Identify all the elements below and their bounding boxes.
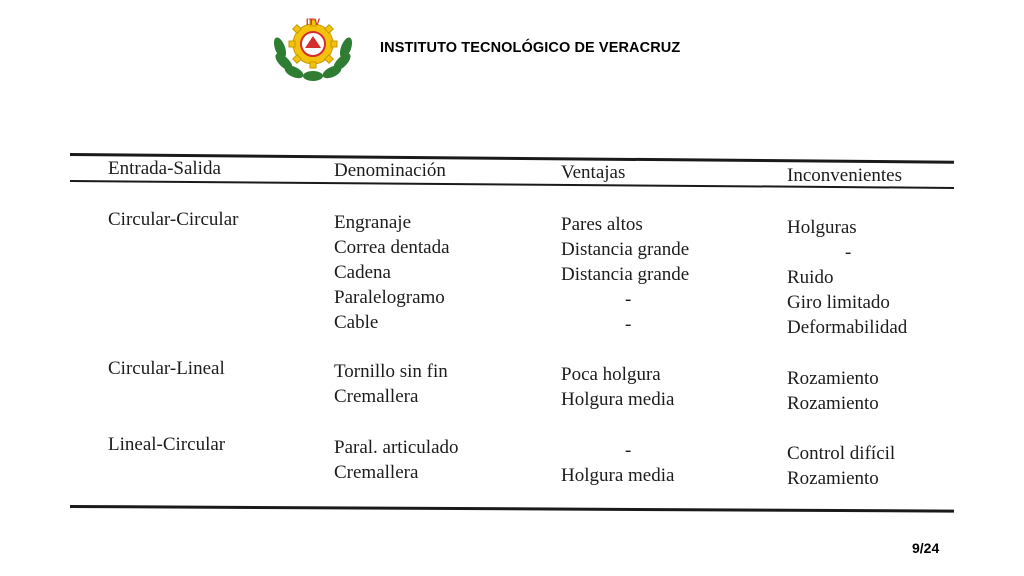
group-lineal-circular-inconvenientes bbox=[787, 441, 895, 491]
list-item: Rozamiento bbox=[787, 393, 879, 414]
list-item: - bbox=[625, 314, 632, 335]
list-item: Rozamiento bbox=[787, 368, 879, 389]
header-ventajas: Ventajas bbox=[561, 162, 626, 183]
list-item: Distancia grande bbox=[561, 264, 690, 285]
header-denominacion: Denominación bbox=[334, 160, 446, 181]
list-item: Deformabilidad bbox=[787, 317, 908, 338]
list-item: Cadena bbox=[334, 262, 391, 283]
institute-logo bbox=[270, 12, 356, 84]
header-inconvenientes: Inconvenientes bbox=[787, 165, 903, 186]
group-circular-circular-label: Circular-Circular bbox=[108, 209, 239, 230]
list-item: Paral. articulado bbox=[334, 437, 459, 458]
list-item: Ruido bbox=[787, 267, 834, 288]
list-item: Correa dentada bbox=[334, 237, 450, 258]
list-item: Cremallera bbox=[334, 386, 419, 407]
list-item: Paralelogramo bbox=[334, 287, 445, 308]
group-circular-lineal-ventajas bbox=[561, 362, 674, 412]
list-item: Rozamiento bbox=[787, 468, 879, 489]
group-lineal-circular-denominacion bbox=[334, 435, 459, 485]
list-item: Giro limitado bbox=[787, 292, 890, 313]
list-item: Holgura media bbox=[561, 389, 675, 410]
table-bottom-rule bbox=[70, 505, 954, 513]
list-item: - bbox=[845, 242, 852, 263]
list-item: Tornillo sin fin bbox=[334, 361, 448, 382]
list-item: Control difícil bbox=[787, 443, 896, 464]
group-lineal-circular-ventajas bbox=[561, 438, 674, 488]
list-item: Holgura media bbox=[561, 465, 675, 486]
logo-text: ITV bbox=[305, 17, 321, 27]
group-lineal-circular-label: Lineal-Circular bbox=[108, 434, 226, 455]
list-item: Cable bbox=[334, 312, 379, 333]
group-circular-circular-inconvenientes bbox=[787, 215, 907, 340]
list-item: Holguras bbox=[787, 217, 857, 238]
institution-title: INSTITUTO TECNOLÓGICO DE VERACRUZ bbox=[380, 40, 681, 56]
list-item: - bbox=[625, 440, 632, 461]
page-number: 9/24 bbox=[912, 540, 940, 556]
list-item: Engranaje bbox=[334, 212, 412, 233]
header-entrada-salida: Entrada-Salida bbox=[108, 158, 221, 179]
group-circular-lineal-denominacion bbox=[334, 359, 448, 409]
group-circular-circular-denominacion bbox=[334, 210, 450, 335]
list-item: - bbox=[625, 289, 632, 310]
group-circular-circular-ventajas bbox=[561, 212, 689, 337]
list-item: Poca holgura bbox=[561, 364, 661, 385]
group-circular-lineal-inconvenientes bbox=[787, 366, 879, 416]
list-item: Pares altos bbox=[561, 214, 643, 235]
list-item: Distancia grande bbox=[561, 239, 690, 260]
list-item: Cremallera bbox=[334, 462, 419, 483]
group-circular-lineal-label: Circular-Lineal bbox=[108, 358, 225, 379]
